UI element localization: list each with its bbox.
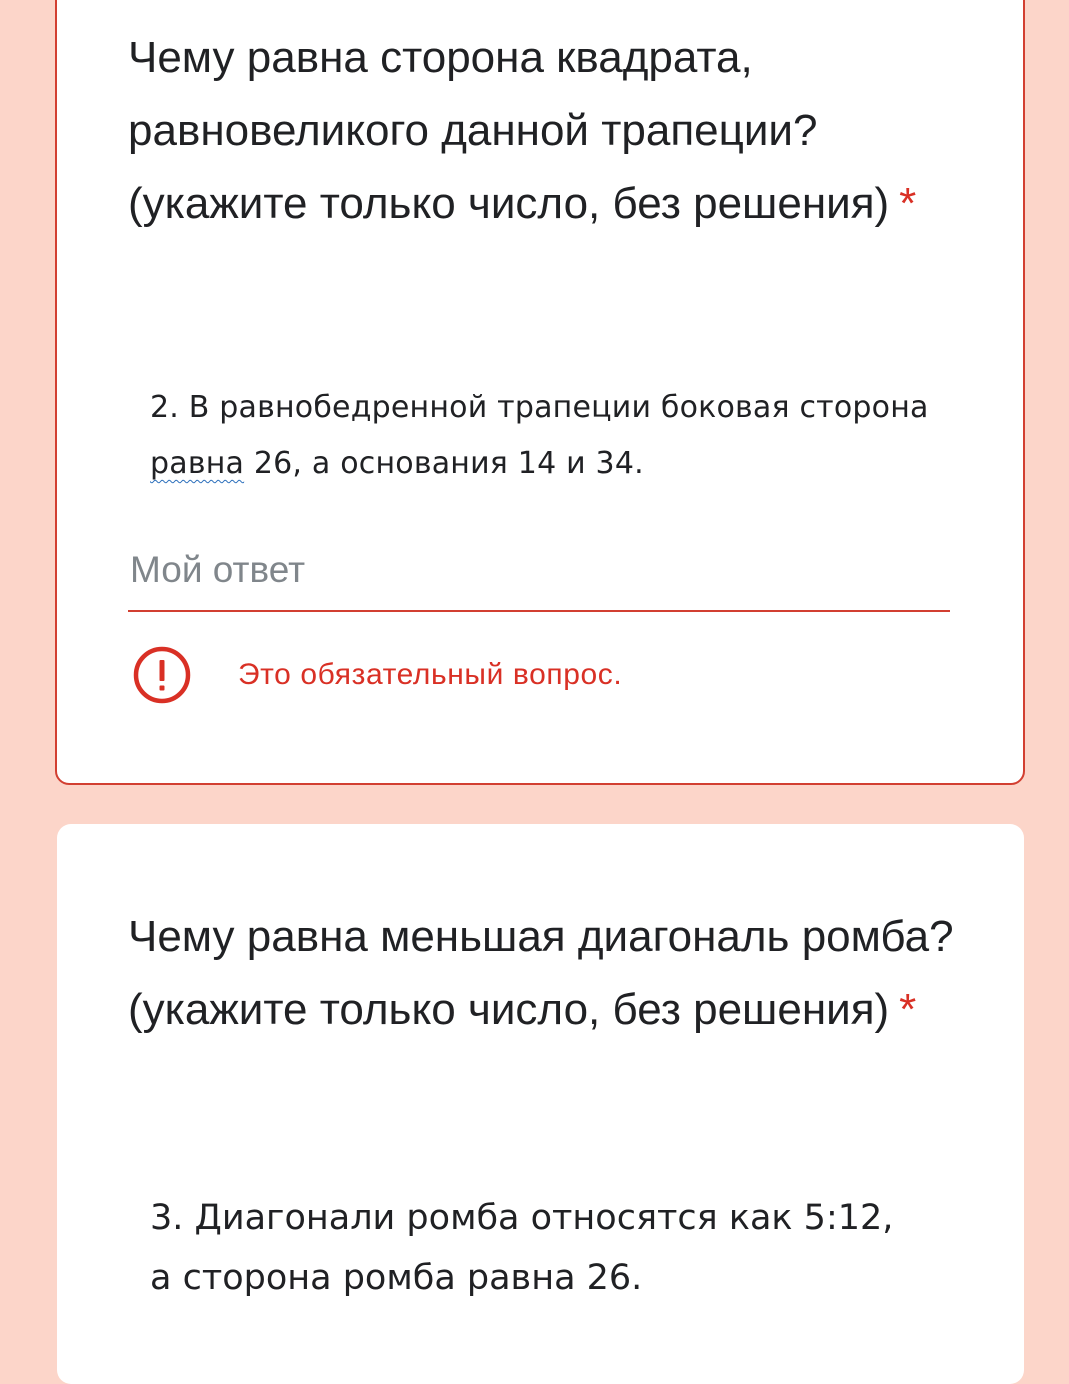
question-1-image-line-2 bbox=[150, 436, 929, 492]
answer-input[interactable] bbox=[128, 540, 950, 612]
spellcheck-word: равна bbox=[150, 446, 245, 481]
question-2-image bbox=[150, 1188, 893, 1308]
required-asterisk: * bbox=[899, 179, 917, 228]
question-1-title-text: Чему равна сторона квадрата, равновеликого данной трапеции? (укажите только число, без решения) bbox=[128, 33, 890, 228]
question-2-image-line-1: 3. Диагонали ромба относятся как 5:12, bbox=[150, 1198, 894, 1238]
question-1-image-line-2-rest: 26, а основания 14 и 34. bbox=[244, 446, 644, 481]
error-message: Это обязательный вопрос. bbox=[238, 658, 623, 691]
question-1-title bbox=[128, 21, 968, 240]
question-2-image-line-2: а сторона ромба равна 26. bbox=[150, 1258, 643, 1298]
error-exclamation-icon bbox=[133, 646, 191, 704]
question-2-title bbox=[128, 900, 968, 1046]
required-asterisk: * bbox=[899, 985, 917, 1034]
question-1-image bbox=[150, 380, 929, 492]
question-2-title-text: Чему равна меньшая диагональ ромба? (укажите только число, без решения) bbox=[128, 912, 954, 1034]
question-1-image-line-1: 2. В равнобедренной трапеции боковая сторона bbox=[150, 390, 929, 425]
